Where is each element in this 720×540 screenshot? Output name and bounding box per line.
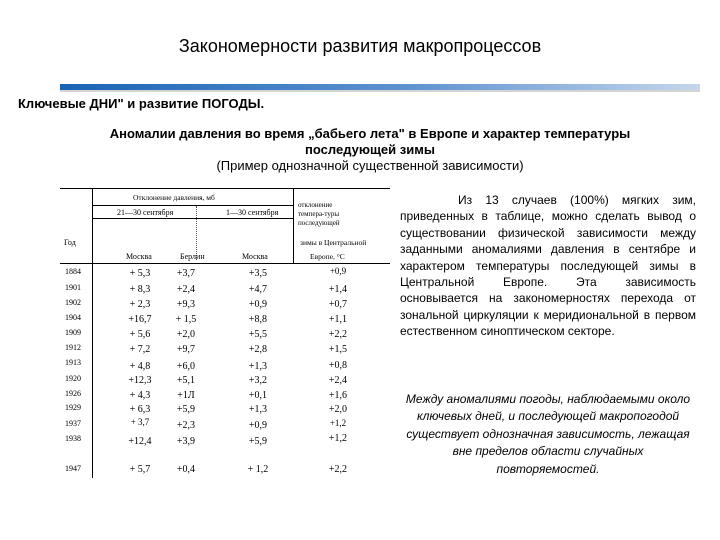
moscow2-cell: +2,8: [248, 344, 268, 355]
year-cell: 1929: [65, 403, 81, 412]
temp-cell: +1,2: [329, 418, 347, 428]
header-temp-line-2: темпера-туры: [298, 210, 340, 218]
year-cell: 1926: [65, 389, 81, 398]
header-pressure-deviation: Отклонение давления, мб: [133, 193, 215, 202]
header-col-moscow-1: Москва: [126, 252, 152, 261]
conclusion-paragraph: Между аномалиями погоды, наблюдаемыми около ключевых дней, и последующей макропогодой существует однозначная зависимость, лежащая вне пределов области случайных повторяемостей.: [405, 392, 691, 476]
berlin-cell: +2,4: [176, 284, 196, 295]
temp-cell: +0,8: [328, 360, 348, 371]
moscow2-cell: +0,9: [248, 299, 268, 310]
temp-cell: +1,4: [328, 284, 348, 295]
caption-line-1: Аномалии давления во время „бабьего лета" в Европе и характер температуры: [109, 126, 631, 141]
year-cell: 1938: [65, 434, 81, 443]
caption-line-3: (Пример однозначной существенной зависимости): [216, 158, 524, 173]
moscow2-cell: +5,5: [248, 329, 268, 340]
moscow1-cell: + 4,3: [129, 390, 151, 401]
year-cell: 1902: [65, 298, 81, 307]
temp-cell: +1,1: [328, 314, 348, 325]
berlin-cell: +2,3: [176, 420, 196, 431]
moscow1-cell: + 5,6: [129, 329, 151, 340]
year-cell: 1912: [65, 343, 81, 352]
temp-cell: +1,5: [328, 344, 348, 355]
moscow1-cell: + 7,2: [129, 344, 151, 355]
header-temp-line-5: Европе, °С: [310, 252, 345, 261]
year-cell: 1884: [65, 267, 81, 276]
temp-cell: +1,6: [328, 390, 348, 401]
berlin-cell: +0,4: [176, 464, 196, 475]
temp-cell: +2,0: [328, 404, 348, 415]
year-cell: 1909: [65, 328, 81, 337]
moscow2-cell: +1,3: [248, 404, 268, 415]
berlin-cell: +5,9: [176, 404, 196, 415]
moscow1-cell: + 5,7: [129, 464, 151, 475]
moscow2-cell: +0,1: [248, 390, 268, 401]
moscow2-cell: +3,2: [248, 375, 268, 386]
moscow2-cell: +1,3: [248, 361, 268, 372]
header-col-moscow-2: Москва: [242, 252, 268, 261]
caption-line-2: последующей зимы: [305, 142, 435, 157]
table-rule: [92, 205, 293, 206]
temp-cell: +1,2: [328, 433, 348, 444]
moscow1-cell: + 8,3: [129, 284, 151, 295]
table-rule: [293, 188, 294, 263]
temp-cell: +2,2: [328, 329, 348, 340]
moscow2-cell: +3,5: [248, 268, 268, 279]
year-cell: 1920: [65, 374, 81, 383]
moscow1-cell: +16,7: [128, 314, 152, 325]
berlin-cell: +5,1: [176, 375, 196, 386]
berlin-cell: +9,7: [176, 344, 196, 355]
moscow2-cell: + 1,2: [247, 464, 269, 475]
table-rule: [60, 263, 390, 264]
berlin-cell: +9,3: [176, 299, 196, 310]
berlin-cell: +6,0: [176, 361, 196, 372]
header-period-1: 21—30 сентября: [117, 208, 174, 217]
temp-cell: +2,4: [328, 375, 348, 386]
header-year: Год: [64, 238, 76, 247]
header-temp-line-1: отклонение: [298, 201, 333, 209]
table-rule: [60, 188, 390, 189]
berlin-cell: +1Л: [177, 390, 195, 401]
moscow2-cell: +0,9: [248, 420, 268, 431]
temp-cell: +0,9: [329, 266, 347, 276]
header-col-berlin: Берлин: [180, 252, 205, 261]
table-rule: [92, 218, 293, 219]
temp-cell: +0,7: [328, 299, 348, 310]
moscow1-cell: +12,3: [128, 375, 152, 386]
subheading: Ключевые ДНИ" и развитие ПОГОДЫ.: [18, 96, 265, 111]
moscow1-cell: + 6,3: [129, 404, 151, 415]
berlin-cell: +3,9: [176, 436, 196, 447]
moscow1-cell: +12,4: [128, 436, 152, 447]
slide-title: Закономерности развития макропроцессов: [178, 36, 542, 56]
year-cell: 1901: [65, 283, 81, 292]
moscow2-cell: +4,7: [248, 284, 268, 295]
moscow1-cell: + 3,7: [130, 417, 150, 427]
berlin-cell: +2,0: [176, 329, 196, 340]
berlin-cell: +3,7: [176, 268, 196, 279]
year-cell: 1913: [65, 358, 81, 367]
moscow1-cell: + 2,3: [129, 299, 151, 310]
explanation-paragraph: Из 13 случаев (100%) мягких зим, приведенных в таблице, можно сделать вывод о существовании физической зависимости между заданными аномалиями давления в сентябре и характером температуры последующей зимы в Центральной Европе. Эта зависимость основывается на закономерностях перехода от зональной циркуляции к меридиональной в первом естественном синоптическом секторе.: [400, 193, 696, 339]
year-cell: 1947: [65, 464, 81, 473]
header-temp-line-3: последующей: [298, 219, 340, 227]
moscow2-cell: +8,8: [248, 314, 268, 325]
year-cell: 1904: [65, 313, 81, 322]
temp-cell: +2,2: [328, 464, 348, 475]
berlin-cell: + 1,5: [175, 314, 197, 325]
header-temp-line-4: зимы в Центральной: [300, 238, 367, 247]
year-cell: 1937: [65, 419, 81, 428]
table-rule: [92, 188, 93, 478]
moscow2-cell: +5,9: [248, 436, 268, 447]
moscow1-cell: + 4,8: [129, 361, 151, 372]
moscow1-cell: + 5,3: [129, 268, 151, 279]
header-period-2: 1—30 сентября: [226, 208, 279, 217]
